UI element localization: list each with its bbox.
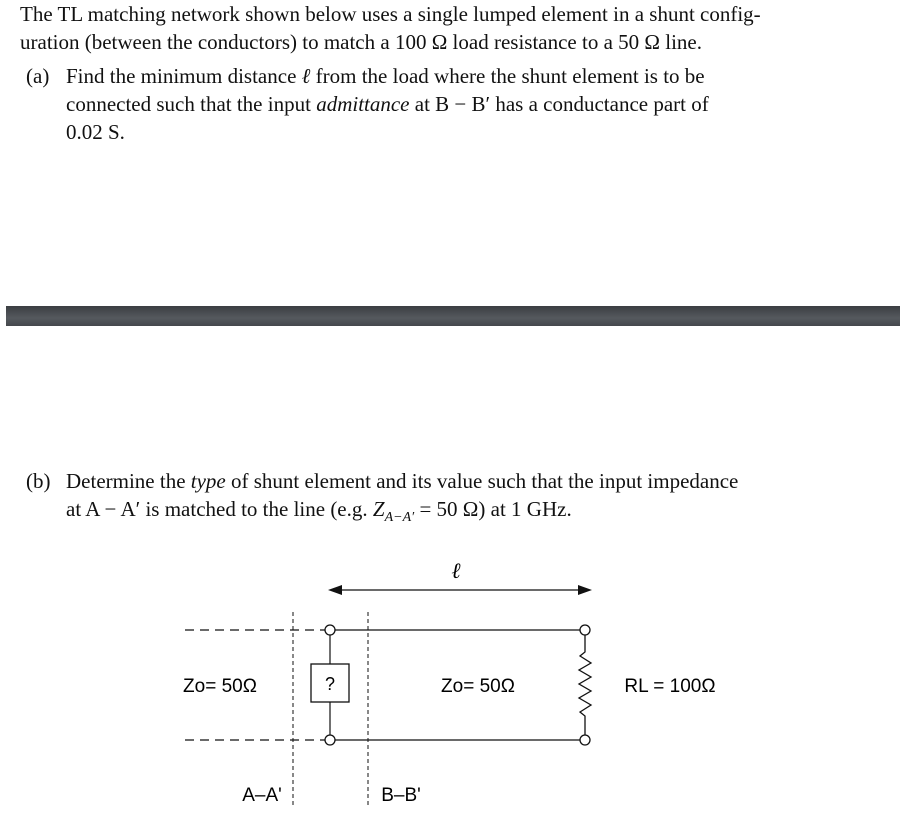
part-a-line3: 0.02 S. — [66, 120, 125, 144]
part-b-line1-post: of shunt element and its value such that the input impedance — [225, 469, 739, 493]
part-a-ell: ℓ — [301, 64, 311, 88]
z0-left-label: Zo= 50Ω — [183, 676, 257, 697]
part-a-line1-post: from the load where the shunt element is to be — [310, 64, 705, 88]
part-b-z-symbol: Z — [372, 497, 385, 521]
load-resistor — [579, 635, 591, 735]
part-a-line2-post: at B − B′ has a conductance part of — [409, 92, 709, 116]
z0-right-label: Zo= 50Ω — [441, 676, 515, 697]
ell-label: ℓ — [451, 558, 461, 583]
part-b-line2-pre: at A − A′ is matched to the line (e.g. — [66, 497, 373, 521]
part-a-line1-pre: Find the minimum distance — [66, 64, 302, 88]
load-resistance-label: RL = 100Ω — [624, 676, 716, 697]
part-b-line2-post: = 50 Ω) at 1 GHz. — [414, 497, 572, 521]
a-a-label: A–A' — [242, 785, 282, 806]
intro-line-1: The TL matching network shown below uses a single lumped element in a shunt config- — [20, 2, 761, 26]
shunt-node-top — [325, 625, 335, 635]
length-arrow — [328, 585, 592, 595]
part-a-line2-pre: connected such that the input — [66, 92, 317, 116]
part-a-line2-em: admittance — [316, 92, 410, 116]
load-node-bottom — [580, 735, 590, 745]
part-b-z-subscript: A−A′ — [384, 510, 415, 526]
part-b-line1-pre: Determine the — [66, 469, 191, 493]
shunt-node-bottom — [325, 735, 335, 745]
b-b-label: B–B' — [381, 785, 421, 806]
load-node-top — [580, 625, 590, 635]
intro-line-2: uration (between the conductors) to match a 100 Ω load resistance to a 50 Ω line. — [20, 30, 702, 54]
part-b-label: (b) — [26, 469, 51, 493]
shunt-element-label: ? — [324, 674, 336, 694]
part-b-line1-em: type — [190, 469, 226, 493]
part-a-label: (a) — [26, 64, 50, 88]
